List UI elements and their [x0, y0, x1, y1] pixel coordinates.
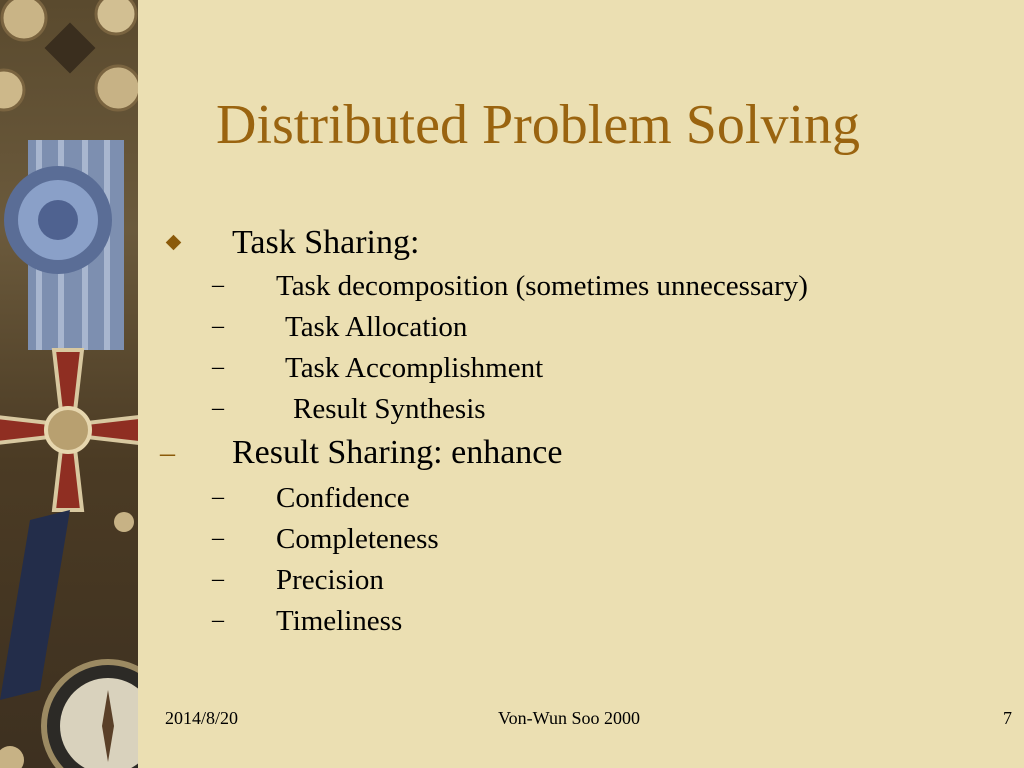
- list-item-confidence: Confidence: [276, 482, 410, 514]
- list-item-completeness: Completeness: [276, 523, 439, 555]
- list-item-task-sharing: Task Sharing:: [232, 224, 420, 261]
- footer-author: Von-Wun Soo 2000: [498, 708, 640, 728]
- footer-page-number: 7: [1003, 708, 1012, 728]
- dash-bullet-icon: –: [212, 272, 224, 298]
- dash-bullet-icon: –: [212, 566, 224, 592]
- list-item-task-decomposition: Task decomposition (sometimes unnecessary): [276, 270, 808, 302]
- footer-date: 2014/8/20: [165, 708, 239, 728]
- list-item-timeliness: Timeliness: [276, 605, 403, 637]
- decorative-side-image: [0, 0, 138, 768]
- dash-bullet-icon: –: [212, 395, 224, 421]
- list-item-precision: Precision: [276, 564, 384, 596]
- list-item-task-accomplishment: Task Accomplishment: [285, 352, 544, 384]
- dash-bullet-icon: –: [212, 313, 224, 339]
- list-item-result-synthesis: Result Synthesis: [293, 393, 486, 425]
- list-item-task-allocation: Task Allocation: [285, 311, 468, 343]
- dash-bullet-icon: –: [212, 354, 224, 380]
- dash-bullet-icon: –: [212, 607, 224, 633]
- dash-bullet-icon: –: [212, 525, 224, 551]
- diamond-bullet-icon: [166, 235, 182, 251]
- medal-collage-illustration: [0, 0, 138, 768]
- slide-title: Distributed Problem Solving: [216, 94, 860, 156]
- dash-bullet-icon: –: [212, 484, 224, 510]
- dash-bullet-icon: –: [160, 436, 175, 469]
- list-item-result-sharing: Result Sharing: enhance: [232, 434, 563, 471]
